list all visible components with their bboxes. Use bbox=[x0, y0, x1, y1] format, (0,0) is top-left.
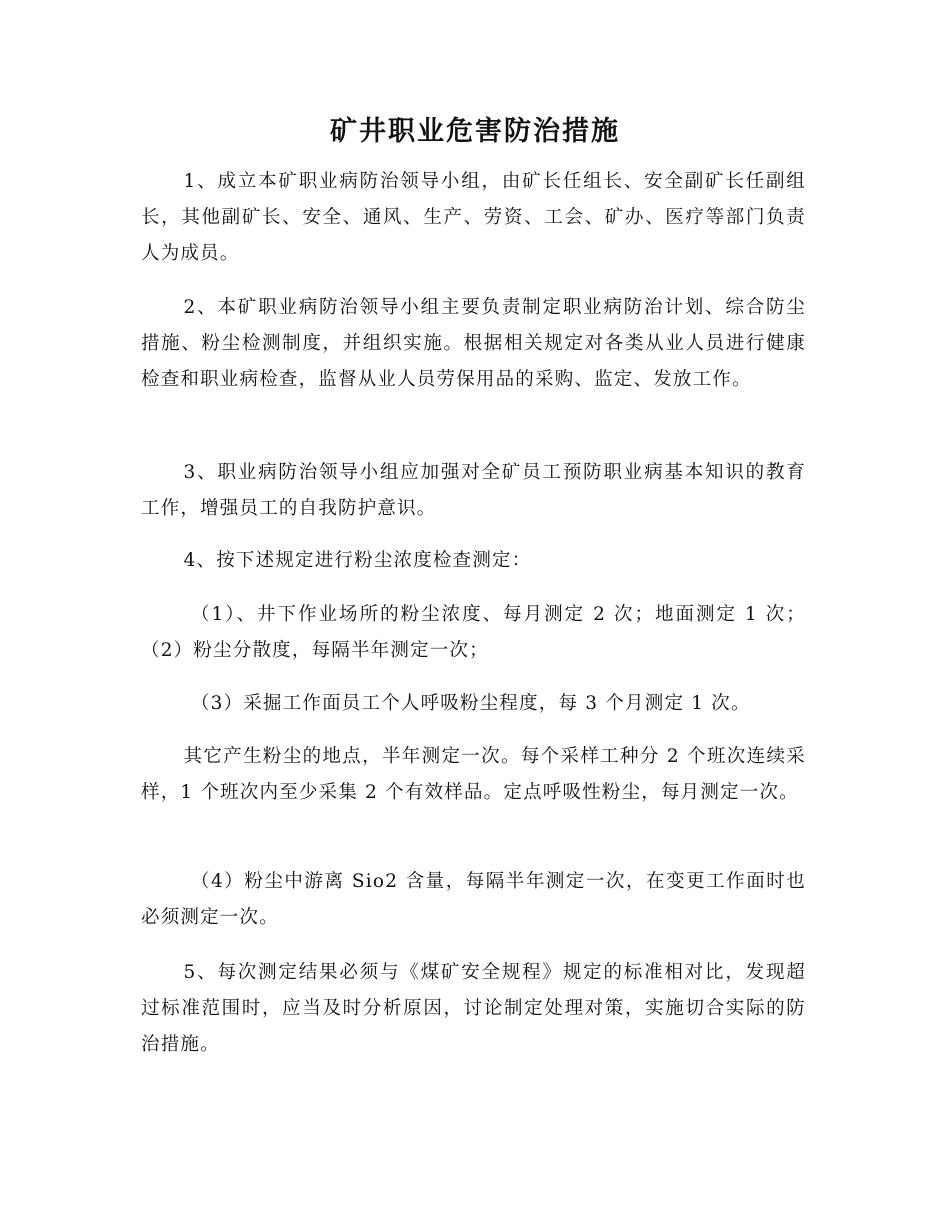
document-title: 矿井职业危害防治措施 bbox=[330, 116, 620, 147]
paragraph-3: 3、职业病防治领导小组应加强对全矿员工预防职业病基本知识的教育工作，增强员工的自我防护意识。 bbox=[141, 462, 806, 519]
paragraph-5: 5、每次测定结果必须与《煤矿安全规程》规定的标准相对比，发现超过标准范围时，应当及时分析原因，讨论制定处理对策，实施切合实际的防治措施。 bbox=[141, 962, 806, 1055]
paragraph-4-item-4: （4）粉尘中游离 Sio2 含量，每隔半年测定一次，在变更工作面时也必须测定一次。 bbox=[141, 871, 806, 928]
paragraph-4-item-3: （3）采掘工作面员工个人呼吸粉尘程度，每 3 个月测定 1 次。 bbox=[190, 693, 751, 714]
paragraph-4-item-1: （1）、井下作业场所的粉尘浓度、每月测定 2 次；地面测定 1 次；（2）粉尘分散度，每隔半年测定一次； bbox=[141, 604, 806, 661]
paragraph-4: 4、按下述规定进行粉尘浓度检查测定： bbox=[183, 550, 532, 571]
paragraph-2: 2、本矿职业病防治领导小组主要负责制定职业病防治计划、综合防尘措施、粉尘检测制度，并组织实施。根据相关规定对各类从业人员进行健康检查和职业病检查，监督从业人员劳保用品的采购、监定、发放工作。 bbox=[141, 297, 806, 390]
paragraph-1: 1、成立本矿职业病防治领导小组，由矿长任组长、安全副矿长任副组长，其他副矿长、安全、通风、生产、劳资、工会、矿办、医疗等部门负责人为成员。 bbox=[141, 171, 806, 264]
paragraph-4-other-points: 其它产生粉尘的地点，半年测定一次。每个采样工种分 2 个班次连续采样，1 个班次内至少采集 2 个有效样品。定点呼吸性粉尘，每月测定一次。 bbox=[141, 746, 806, 803]
